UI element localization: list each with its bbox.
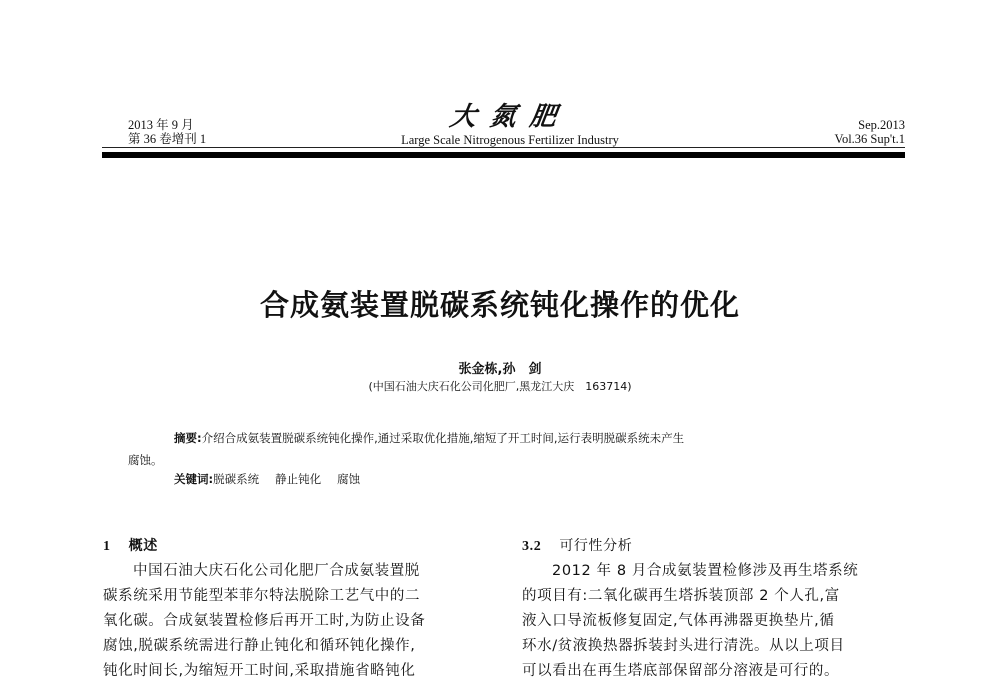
abstract-label: 摘要: bbox=[174, 431, 202, 445]
section-heading bbox=[522, 534, 902, 559]
journal-name-en: Large Scale Nitrogenous Fertilizer Industry bbox=[401, 133, 619, 147]
left-column bbox=[103, 534, 483, 684]
article-affiliation: (中国石油大庆石化公司化肥厂,黑龙江大庆 163714) bbox=[368, 380, 632, 393]
abstract-line-1 bbox=[174, 427, 900, 449]
header-left bbox=[128, 118, 206, 146]
text-line: 氧化碳。合成氨装置检修后再开工时,为防止设备 bbox=[103, 613, 426, 629]
abstract bbox=[130, 427, 900, 471]
section-title: 概述 bbox=[128, 538, 158, 554]
text-line: 液入口导流板修复固定,气体再沸器更换垫片,循 bbox=[522, 613, 835, 629]
journal-logo-calligraphy: 大氮肥 bbox=[447, 102, 573, 132]
header-right bbox=[835, 118, 905, 146]
keyword: 腐蚀 bbox=[337, 472, 361, 486]
text-line: 环水/贫液换热器拆装封头进行清洗。从以上项目 bbox=[522, 638, 845, 654]
keyword: 静止钝化 bbox=[275, 472, 322, 486]
section-number: 3.2 bbox=[522, 539, 542, 554]
issue-volume-en: Vol.36 Sup't.1 bbox=[834, 132, 905, 146]
keyword: 脱碳系统 bbox=[213, 472, 260, 486]
text-line: 2012 年 8 月合成氨装置检修涉及再生塔系统 bbox=[552, 563, 859, 579]
article-title: 合成氨装置脱碳系统钝化操作的优化 bbox=[259, 288, 740, 322]
section-number: 1 bbox=[103, 539, 111, 554]
header-rule-thin bbox=[102, 147, 905, 148]
section-heading bbox=[103, 534, 483, 559]
text-line: 的项目有:二氧化碳再生塔拆装顶部 2 个人孔,富 bbox=[522, 588, 840, 604]
issue-date-cn: 2013 年 9 月 bbox=[128, 118, 194, 132]
abstract-text-1: 介绍合成氨装置脱碳系统钝化操作,通过采取优化措施,缩短了开工时间,运行表明脱碳系统未产生 bbox=[201, 431, 685, 445]
header-rule-thick bbox=[102, 152, 905, 158]
article-authors: 张金栋,孙 剑 bbox=[458, 362, 542, 377]
issue-volume-cn: 第 36 卷增刊 1 bbox=[128, 132, 207, 146]
text-line: 碳系统采用节能型苯菲尔特法脱除工艺气中的二 bbox=[103, 588, 421, 604]
abstract-line-2: 腐蚀。 bbox=[128, 453, 163, 467]
paragraph bbox=[103, 559, 483, 684]
paragraph bbox=[522, 559, 902, 684]
text-line: 中国石油大庆石化公司化肥厂合成氨装置脱 bbox=[133, 563, 420, 579]
right-column bbox=[522, 534, 902, 684]
keywords bbox=[174, 471, 376, 487]
text-line: 腐蚀,脱碳系统需进行静止钝化和循环钝化操作, bbox=[103, 638, 416, 654]
text-line: 可以看出在再生塔底部保留部分溶液是可行的。 bbox=[522, 663, 840, 679]
text-line: 钝化时间长,为缩短开工时间,采取措施省略钝化 bbox=[103, 663, 416, 679]
journal-masthead bbox=[380, 103, 640, 147]
issue-date-en: Sep.2013 bbox=[858, 118, 905, 132]
keywords-label: 关键词: bbox=[174, 472, 214, 486]
section-title: 可行性分析 bbox=[559, 538, 633, 554]
